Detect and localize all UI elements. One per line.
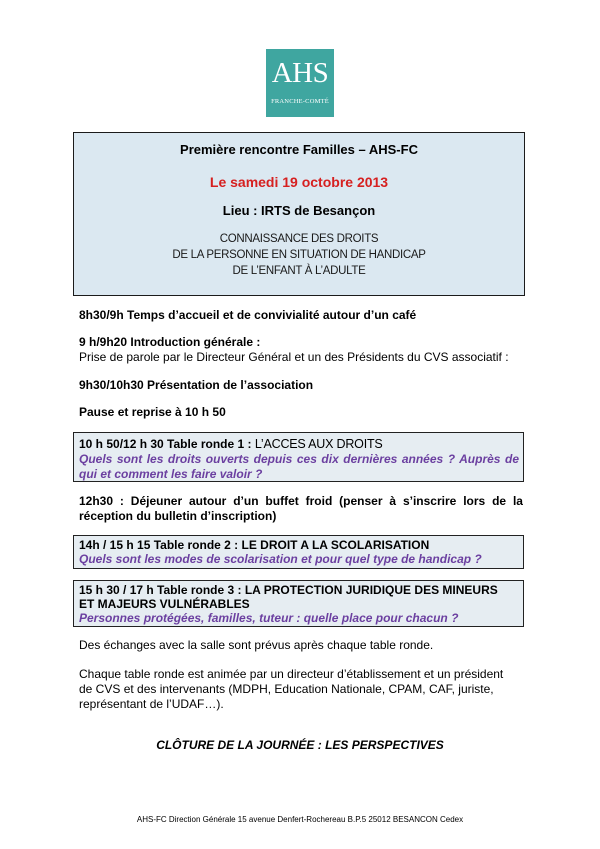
event-subtitle-line: DE LA PERSONNE EN SITUATION DE HANDICAP <box>172 249 426 261</box>
presentation-item: 9h30/10h30 Présentation de l’association <box>79 378 314 392</box>
table-ronde-2-box <box>73 535 524 569</box>
event-title: Première rencontre Familles – AHS-FC <box>180 142 418 157</box>
table-ronde-3-question: Personnes protégées, familles, tuteur : quelle place pour chacun ? <box>79 611 459 625</box>
animation-note-line: de CVS et des intervenants (MDPH, Education Nationale, CPAM, CAF, juriste, <box>79 682 494 696</box>
animation-note-line: représentant de l’UDAF…). <box>79 697 224 711</box>
intro-text: Prise de parole par le Directeur Général et un des Présidents du CVS associatif : <box>79 350 509 364</box>
table-ronde-3-title: 15 h 30 / 17 h Table ronde 3 : LA PROTECTION JURIDIQUE DES MINEURS <box>79 583 498 597</box>
event-location: Lieu : IRTS de Besançon <box>222 203 376 218</box>
logo-sub-text: FRANCHE-COMTÉ <box>271 98 329 105</box>
event-subtitle-line: CONNAISSANCE DES DROITS <box>219 233 379 245</box>
pause-item: Pause et reprise à 10 h 50 <box>79 405 226 419</box>
table-ronde-2-question: Quels sont les modes de scolarisation et pour quel type de handicap ? <box>79 552 482 566</box>
footer-address: AHS-FC Direction Générale 15 avenue Denfert-Rochereau B.P.5 25012 BESANCON Cedex <box>136 815 464 824</box>
lunch-line <box>79 494 523 509</box>
event-date: Le samedi 19 octobre 2013 <box>209 174 389 190</box>
table-ronde-3-box <box>73 580 524 627</box>
animation-note-line: Chaque table ronde est animée par un directeur d’établissement et un président <box>79 667 504 681</box>
table-ronde-1-topic: L’ACCES AUX DROITS <box>254 437 383 451</box>
accueil-item: 8h30/9h Temps d’accueil et de convivialité autour d’un café <box>79 308 417 322</box>
lunch-time: 12h30 : <box>79 494 131 508</box>
table-ronde-1-time: 10 h 50/12 h 30 Table ronde 1 : <box>79 437 255 451</box>
table-ronde-1-title <box>79 437 519 452</box>
table-ronde-2-title: 14h / 15 h 15 Table ronde 2 : LE DROIT A LA SCOLARISATION <box>79 538 430 552</box>
table-ronde-3-title: ET MAJEURS VULNÉRABLES <box>79 597 250 611</box>
intro-title: 9 h/9h20 Introduction générale : <box>79 335 261 349</box>
lunch-line: réception du bulletin d’inscription) <box>79 509 277 523</box>
exchanges-note: Des échanges avec la salle sont prévus après chaque table ronde. <box>79 638 434 652</box>
logo-main-text: AHS <box>271 57 329 89</box>
lunch-text: Déjeuner autour d’un buffet froid (penser à s’inscrire lors de la <box>130 494 523 508</box>
table-ronde-1-box <box>73 432 524 482</box>
table-ronde-1-question: Quels sont les droits ouverts depuis ces dix dernières années ? Auprès de <box>79 452 519 466</box>
closing-line: CLÔTURE DE LA JOURNÉE : LES PERSPECTIVES <box>156 738 444 752</box>
table-ronde-1-question: qui et comment les faire valoir ? <box>79 467 263 481</box>
event-subtitle-line: DE L’ENFANT À L’ADULTE <box>232 265 366 277</box>
event-header-box <box>73 132 525 296</box>
ahs-logo <box>266 49 334 117</box>
